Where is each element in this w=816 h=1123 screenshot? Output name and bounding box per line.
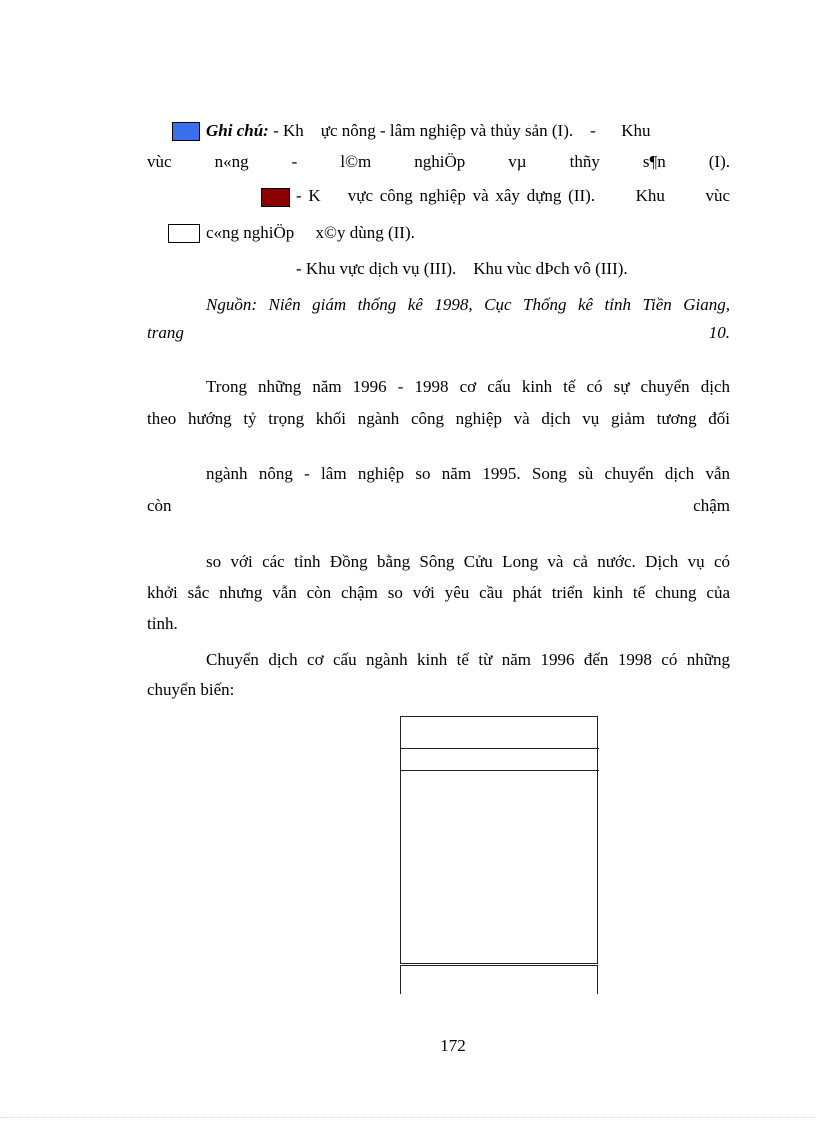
paragraph-line: ngành nông - lâm nghiệp so năm 1995. Song sù chuyển dịch vẫn [206, 464, 730, 483]
box-frame-lower [400, 965, 598, 994]
paragraph-line: Chuyển dịch cơ cấu ngành kinh tế từ năm 1996 đến 1998 có những [206, 650, 730, 669]
paragraph-line: theo hướng tỷ trọng khối ngành công nghiệp và dịch vụ giảm tương đối [147, 409, 730, 428]
legend-line-3: - K vực công nghiệp và xây dựng (II). Khu vùc [296, 186, 730, 205]
paragraph-line: tỉnh. [147, 614, 178, 633]
paragraph-line: Trong những năm 1996 - 1998 cơ cấu kinh tế có sự chuyển dịch [206, 377, 730, 396]
source-trang: trang [147, 323, 184, 342]
paragraph-line: chậm [693, 496, 730, 515]
legend-swatch-agriculture [172, 122, 200, 141]
box-top-line [400, 716, 598, 717]
paragraph-line: còn [147, 496, 172, 515]
box-bottom-line [400, 963, 598, 964]
box-lower-top-line [400, 965, 598, 966]
page-bottom-border [0, 1117, 816, 1118]
paragraph-line: khởi sắc nhưng vẫn còn chậm so với yêu cầu phát triển kinh tế chung của [147, 583, 730, 602]
legend-line-4: c«ng nghiÖp x©y dùng (II). [206, 223, 415, 242]
box-divider [400, 770, 599, 771]
legend-swatch-industry [261, 188, 290, 207]
legend-line-2: vùc n«ng - l©m nghiÖp vµ thñy s¶n (I). [147, 152, 730, 171]
box-divider [400, 748, 599, 749]
source-page: 10. [708, 323, 730, 342]
paragraph-line: so với các tỉnh Đồng bằng Sông Cửu Long và cả nước. Dịch vụ có [206, 552, 730, 571]
source-line-1: Nguồn: Niên giám thống kê 1998, Cục Thống kê tỉnh Tiền Giang, [206, 295, 730, 314]
legend-label: Ghi chú: [206, 121, 269, 140]
legend-line-1: Ghi chú: - Kh ực nông - lâm nghiệp và thủy sản (I). - Khu [206, 121, 651, 140]
box-frame [400, 716, 598, 963]
legend-line-5: - Khu vực dịch vụ (III). Khu vùc dÞch vô (III). [296, 259, 628, 278]
page-number: 172 [440, 1036, 466, 1055]
paragraph-line: chuyển biến: [147, 680, 235, 699]
legend-swatch-services [168, 224, 200, 243]
